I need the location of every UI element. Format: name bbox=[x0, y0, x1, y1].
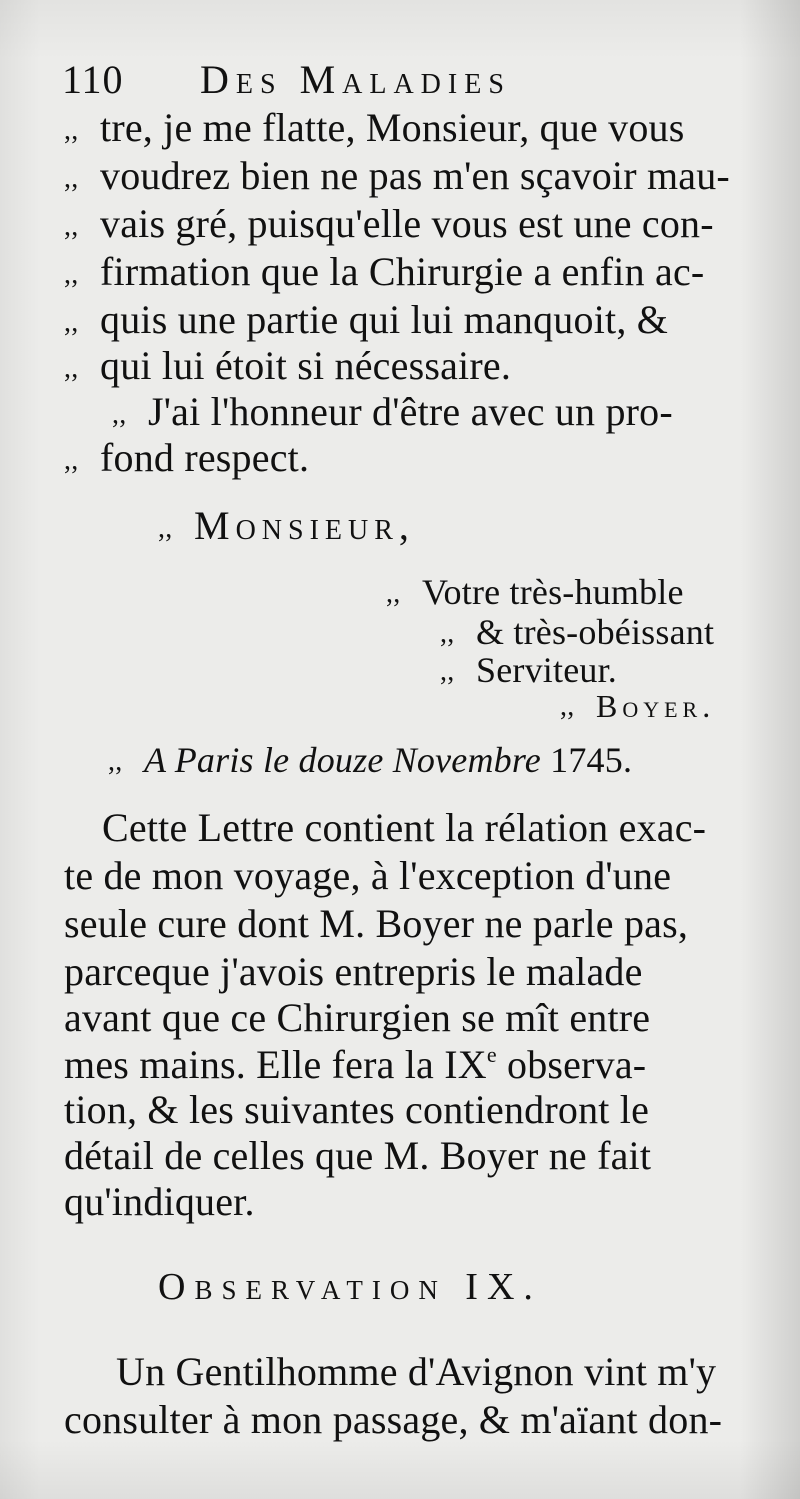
running-title: Des Maladies bbox=[200, 57, 511, 102]
paragraph-line: qu'indiquer. bbox=[64, 1179, 255, 1224]
quote-mark: ,, bbox=[386, 578, 401, 609]
quote-mark: ,, bbox=[64, 115, 79, 146]
page-number: 110 bbox=[62, 57, 124, 102]
observation-line: consulter à mon passage, & m'aïant don- bbox=[64, 1397, 723, 1442]
quote-mark: ,, bbox=[64, 307, 79, 338]
quote-mark: ,, bbox=[158, 513, 173, 544]
section-heading: Observation IX. bbox=[158, 1266, 542, 1308]
quote-mark: ,, bbox=[64, 353, 79, 384]
letter-line: ,, J'ai l'honneur d'être avec un pro- bbox=[112, 389, 673, 434]
closing-line: ,, Serviteur. bbox=[440, 650, 617, 690]
quote-mark: ,, bbox=[112, 399, 127, 430]
quote-mark: ,, bbox=[64, 211, 79, 242]
quote-mark: ,, bbox=[560, 691, 575, 722]
signature: ,, Boyer. bbox=[560, 688, 716, 724]
paragraph-line: parceque j'avois entrepris le malade bbox=[64, 949, 643, 994]
letter-line: ,, fond respect. bbox=[64, 435, 310, 480]
quote-mark: ,, bbox=[108, 746, 123, 777]
letter-line: ,, vais gré, puisqu'elle vous est une con- bbox=[64, 201, 714, 246]
dateline: ,, A Paris le douze Novembre 1745. bbox=[108, 740, 633, 780]
paragraph-line: tion, & les suivantes contiendront le bbox=[64, 1087, 650, 1132]
quote-mark: ,, bbox=[440, 618, 455, 649]
letter-line: ,, tre, je me flatte, Monsieur, que vous bbox=[64, 105, 685, 150]
quote-mark: ,, bbox=[64, 445, 79, 476]
letter-line: ,, quis une partie qui lui manquoit, & bbox=[64, 297, 669, 342]
paragraph-line: détail de celles que M. Boyer ne fait bbox=[64, 1133, 652, 1178]
closing-line: ,, & très-obéissant bbox=[440, 612, 715, 652]
paragraph-line: avant que ce Chirurgien se mît entre bbox=[64, 995, 651, 1040]
paragraph-line: Cette Lettre contient la rélation exac- bbox=[102, 805, 707, 850]
letter-line: ,, qui lui étoit si nécessaire. bbox=[64, 343, 512, 388]
letter-line: ,, voudrez bien ne pas m'en sçavoir mau- bbox=[64, 153, 730, 198]
closing-line: ,, Votre très-humble bbox=[386, 572, 684, 612]
quote-mark: ,, bbox=[440, 656, 455, 687]
paragraph-line: mes mains. Elle fera la IXe observa- bbox=[64, 1042, 647, 1087]
paragraph-line: seule cure dont M. Boyer ne parle pas, bbox=[64, 901, 689, 946]
quote-mark: ,, bbox=[64, 163, 79, 194]
letter-line: ,, firmation que la Chirurgie a enfin ac- bbox=[64, 249, 705, 294]
observation-line: Un Gentilhomme d'Avignon vint m'y bbox=[116, 1349, 717, 1394]
quote-mark: ,, bbox=[64, 259, 79, 290]
paragraph-line: te de mon voyage, à l'exception d'une bbox=[64, 853, 672, 898]
salutation: ,, Monsieur, bbox=[158, 503, 415, 548]
